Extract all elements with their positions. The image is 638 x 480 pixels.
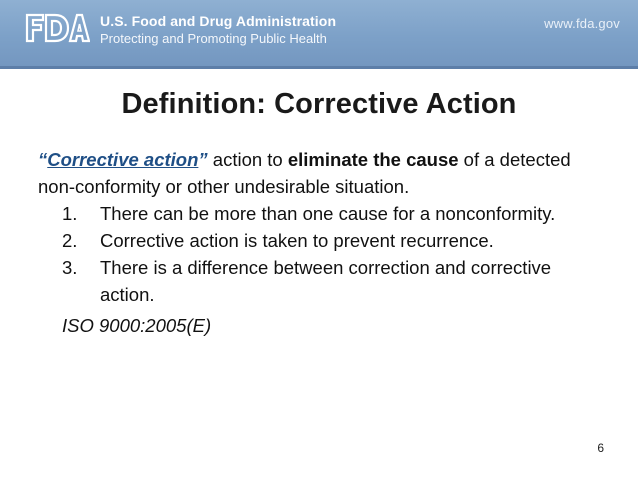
list-item — [38, 227, 598, 254]
list-item-text: There is a difference between correction and corrective action. — [100, 257, 552, 305]
definition-text-1: action to — [207, 149, 288, 170]
close-quote: ” — [198, 149, 208, 170]
slide-body — [38, 146, 598, 339]
definition-emphasis: eliminate the cause — [287, 149, 459, 170]
website-url: www.fda.gov — [544, 16, 620, 31]
numbered-list — [38, 200, 598, 308]
list-item-number: 2. — [62, 230, 78, 251]
source-citation: ISO 9000:2005(E) — [62, 315, 212, 336]
definition-text-2: of a detected non-conformity or other undesirable situation. — [38, 149, 571, 197]
header-divider — [0, 66, 638, 69]
agency-name: U.S. Food and Drug Administration — [100, 13, 337, 29]
definition-paragraph — [38, 146, 598, 200]
header-banner — [0, 0, 638, 66]
agency-block — [100, 13, 336, 47]
page-number: 6 — [597, 441, 604, 455]
list-item-text: There can be more than one cause for a nonconformity. — [100, 203, 556, 224]
list-item-text: Corrective action is taken to prevent recurrence. — [100, 230, 494, 251]
agency-tagline: Protecting and Promoting Public Health — [100, 31, 327, 46]
list-item-number: 3. — [62, 257, 78, 278]
open-quote: “ — [38, 149, 48, 170]
slide-title: Definition: Corrective Action — [121, 88, 517, 120]
fda-logo-icon — [24, 12, 90, 44]
list-item — [38, 254, 598, 308]
list-item-number: 1. — [62, 203, 78, 224]
defined-term: Corrective action — [47, 149, 199, 170]
list-item — [38, 200, 598, 227]
